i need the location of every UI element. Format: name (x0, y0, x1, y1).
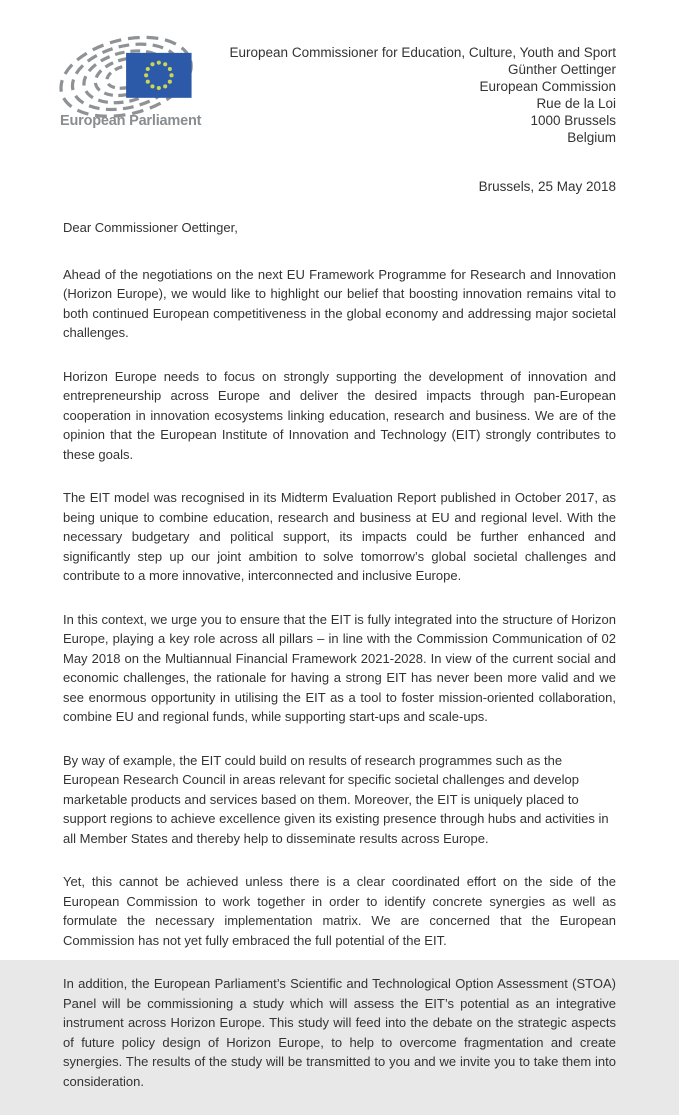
recipient-line: Belgium (567, 130, 616, 145)
salutation: Dear Commissioner Oettinger, (63, 220, 238, 235)
paragraph-6: Yet, this cannot be achieved unless there is a clear coordinated effort on the side of the European Commission to work together in order to identify concrete synergies as well as formulate the necessary implementation matrix. We are concerned that the European Commission has not yet fully embraced the full potential of the EIT. (63, 874, 616, 948)
recipient-address (230, 44, 616, 146)
hemicycle-eu-flag-icon (60, 26, 200, 112)
recipient-line: European Commission (479, 79, 616, 94)
dateline: Brussels, 25 May 2018 (478, 179, 616, 194)
paragraph-4: In this context, we urge you to ensure that the EIT is fully integrated into the structure of Horizon Europe, playing a key role across all pillars – in line with the Commission Communication of 02 May 2018 on the Multiannual Financial Framework 2021-2028. In view of the current social and economic challenges, the rationale for having a strong EIT has never been more valid and we see enormous opportunity in utilising the EIT as a tool to foster mission-oriented collaboration, combine EU and regional funds, while supporting start-ups and scale-ups. (63, 611, 616, 724)
letter-body (63, 218, 616, 1115)
recipient-line: Rue de la Loi (536, 96, 616, 111)
logo-wordmark: European Parliament (60, 113, 202, 129)
recipient-line: Günther Oettinger (507, 62, 616, 77)
paragraph-2: Horizon Europe needs to focus on strongly supporting the development of innovation and entrepreneurship across Europe and deliver the desired impacts through pan-European cooperation in innovation ecosystems linking education, research and business. We are of the opinion that the European Institute of Innovation and Technology (EIT) strongly contributes to these goals. (63, 368, 616, 462)
recipient-line: European Commissioner for Education, Culture, Youth and Sport (229, 45, 616, 60)
european-parliament-logo (60, 26, 202, 129)
recipient-line: 1000 Brussels (530, 113, 616, 128)
paragraph-1: Ahead of the negotiations on the next EU Framework Programme for Research and Innovation (Horizon Europe), we would like to highlight our belief that boosting innovation remains vital to both continued European competitiveness in the global economy and addressing major societal challenges. (63, 266, 616, 340)
paragraph-7: In addition, the European Parliament’s Scientific and Technological Option Assessment (STOA) Panel will be commissioning a study which will assess the EIT’s potential as an integrative instrument across Horizon Europe. This study will feed into the debate on the strategic aspects of future policy design of Horizon Europe, to help to overcome fragmentation and create synergies. The results of the study will be transmitted to you and we invite you to take them into consideration. (63, 976, 616, 1089)
paragraph-3: The EIT model was recognised in its Midterm Evaluation Report published in October 2017, as being unique to combine education, research and business at EU and regional level. With the necessary budgetary and political support, its impacts could be further enhanced and significantly step up our joint ambition to solve tomorrow’s global societal challenges and contribute to a more innovative, interconnected and inclusive Europe. (63, 490, 616, 583)
paragraph-5: By way of example, the EIT could build on results of research programmes such as the European Research Council in areas relevant for specific societal challenges and develop marketable products and services based on them. Moreover, the EIT is uniquely placed to support regions to achieve excellence given its existing presence through hubs and activities in all Member States and thereby help to disseminate results across Europe. (63, 752, 609, 846)
